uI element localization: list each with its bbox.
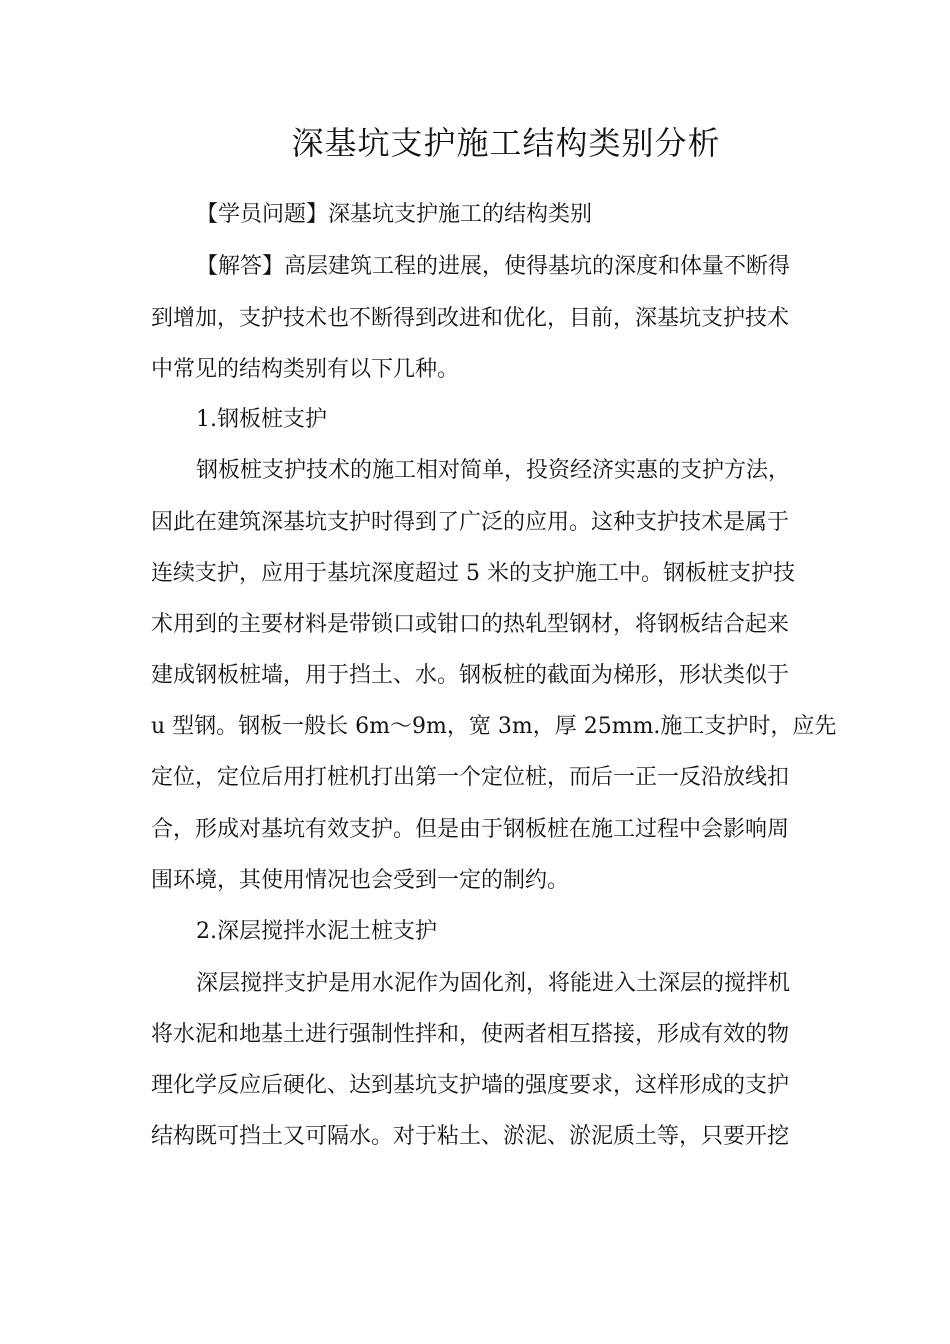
text-line: 中常见的结构类别有以下几种。 xyxy=(151,357,460,382)
text-line: 到增加，支护技术也不断得到改进和优化，目前，深基坑支护技术 xyxy=(151,306,790,331)
text-line: 结构既可挡土又可隔水。对于粘土、淤泥、淤泥质土等，只要开挖 xyxy=(151,1124,790,1149)
text-line: 围环境，其使用情况也会受到一定的制约。 xyxy=(151,868,570,893)
text-line: 定位，定位后用打桩机打出第一个定位桩，而后一正一反沿放线扣 xyxy=(151,765,790,790)
text-line: 连续支护，应用于基坑深度超过 5 米的支护施工中。钢板桩支护技 xyxy=(151,561,795,586)
answer-line: 【解答】高层建筑工程的进展，使得基坑的深度和体量不断得 xyxy=(196,254,791,279)
section-heading-cement-soil-pile: 2.深层搅拌水泥土桩支护 xyxy=(196,919,437,944)
text-line: 建成钢板桩墙，用于挡土、水。钢板桩的截面为梯形，形状类似于 xyxy=(151,663,790,688)
text-line: 将水泥和地基土进行强制性拌和，使两者相互搭接，形成有效的物 xyxy=(151,1022,790,1047)
document-title: 深基坑支护施工结构类别分析 xyxy=(291,124,721,162)
text-line: 理化学反应后硬化、达到基坑支护墙的强度要求，这样形成的支护 xyxy=(151,1073,790,1098)
text-line: 深层搅拌支护是用水泥作为固化剂，将能进入土深层的搅拌机 xyxy=(196,971,791,996)
text-line: 术用到的主要材料是带锁口或钳口的热轧型钢材，将钢板结合起来 xyxy=(151,612,790,637)
text-line: 钢板桩支护技术的施工相对简单，投资经济实惠的支护方法， xyxy=(196,458,791,483)
text-line: u 型钢。钢板一般长 6m～9m，宽 3m，厚 25mm.施工支护时，应先 xyxy=(151,714,837,739)
section-heading-steel-sheet-pile: 1.钢板桩支护 xyxy=(196,407,327,432)
question-line: 【学员问题】深基坑支护施工的结构类别 xyxy=(196,202,593,227)
text-line: 合，形成对基坑有效支护。但是由于钢板桩在施工过程中会影响周 xyxy=(151,817,790,842)
text-line: 因此在建筑深基坑支护时得到了广泛的应用。这种支护技术是属于 xyxy=(151,510,790,535)
